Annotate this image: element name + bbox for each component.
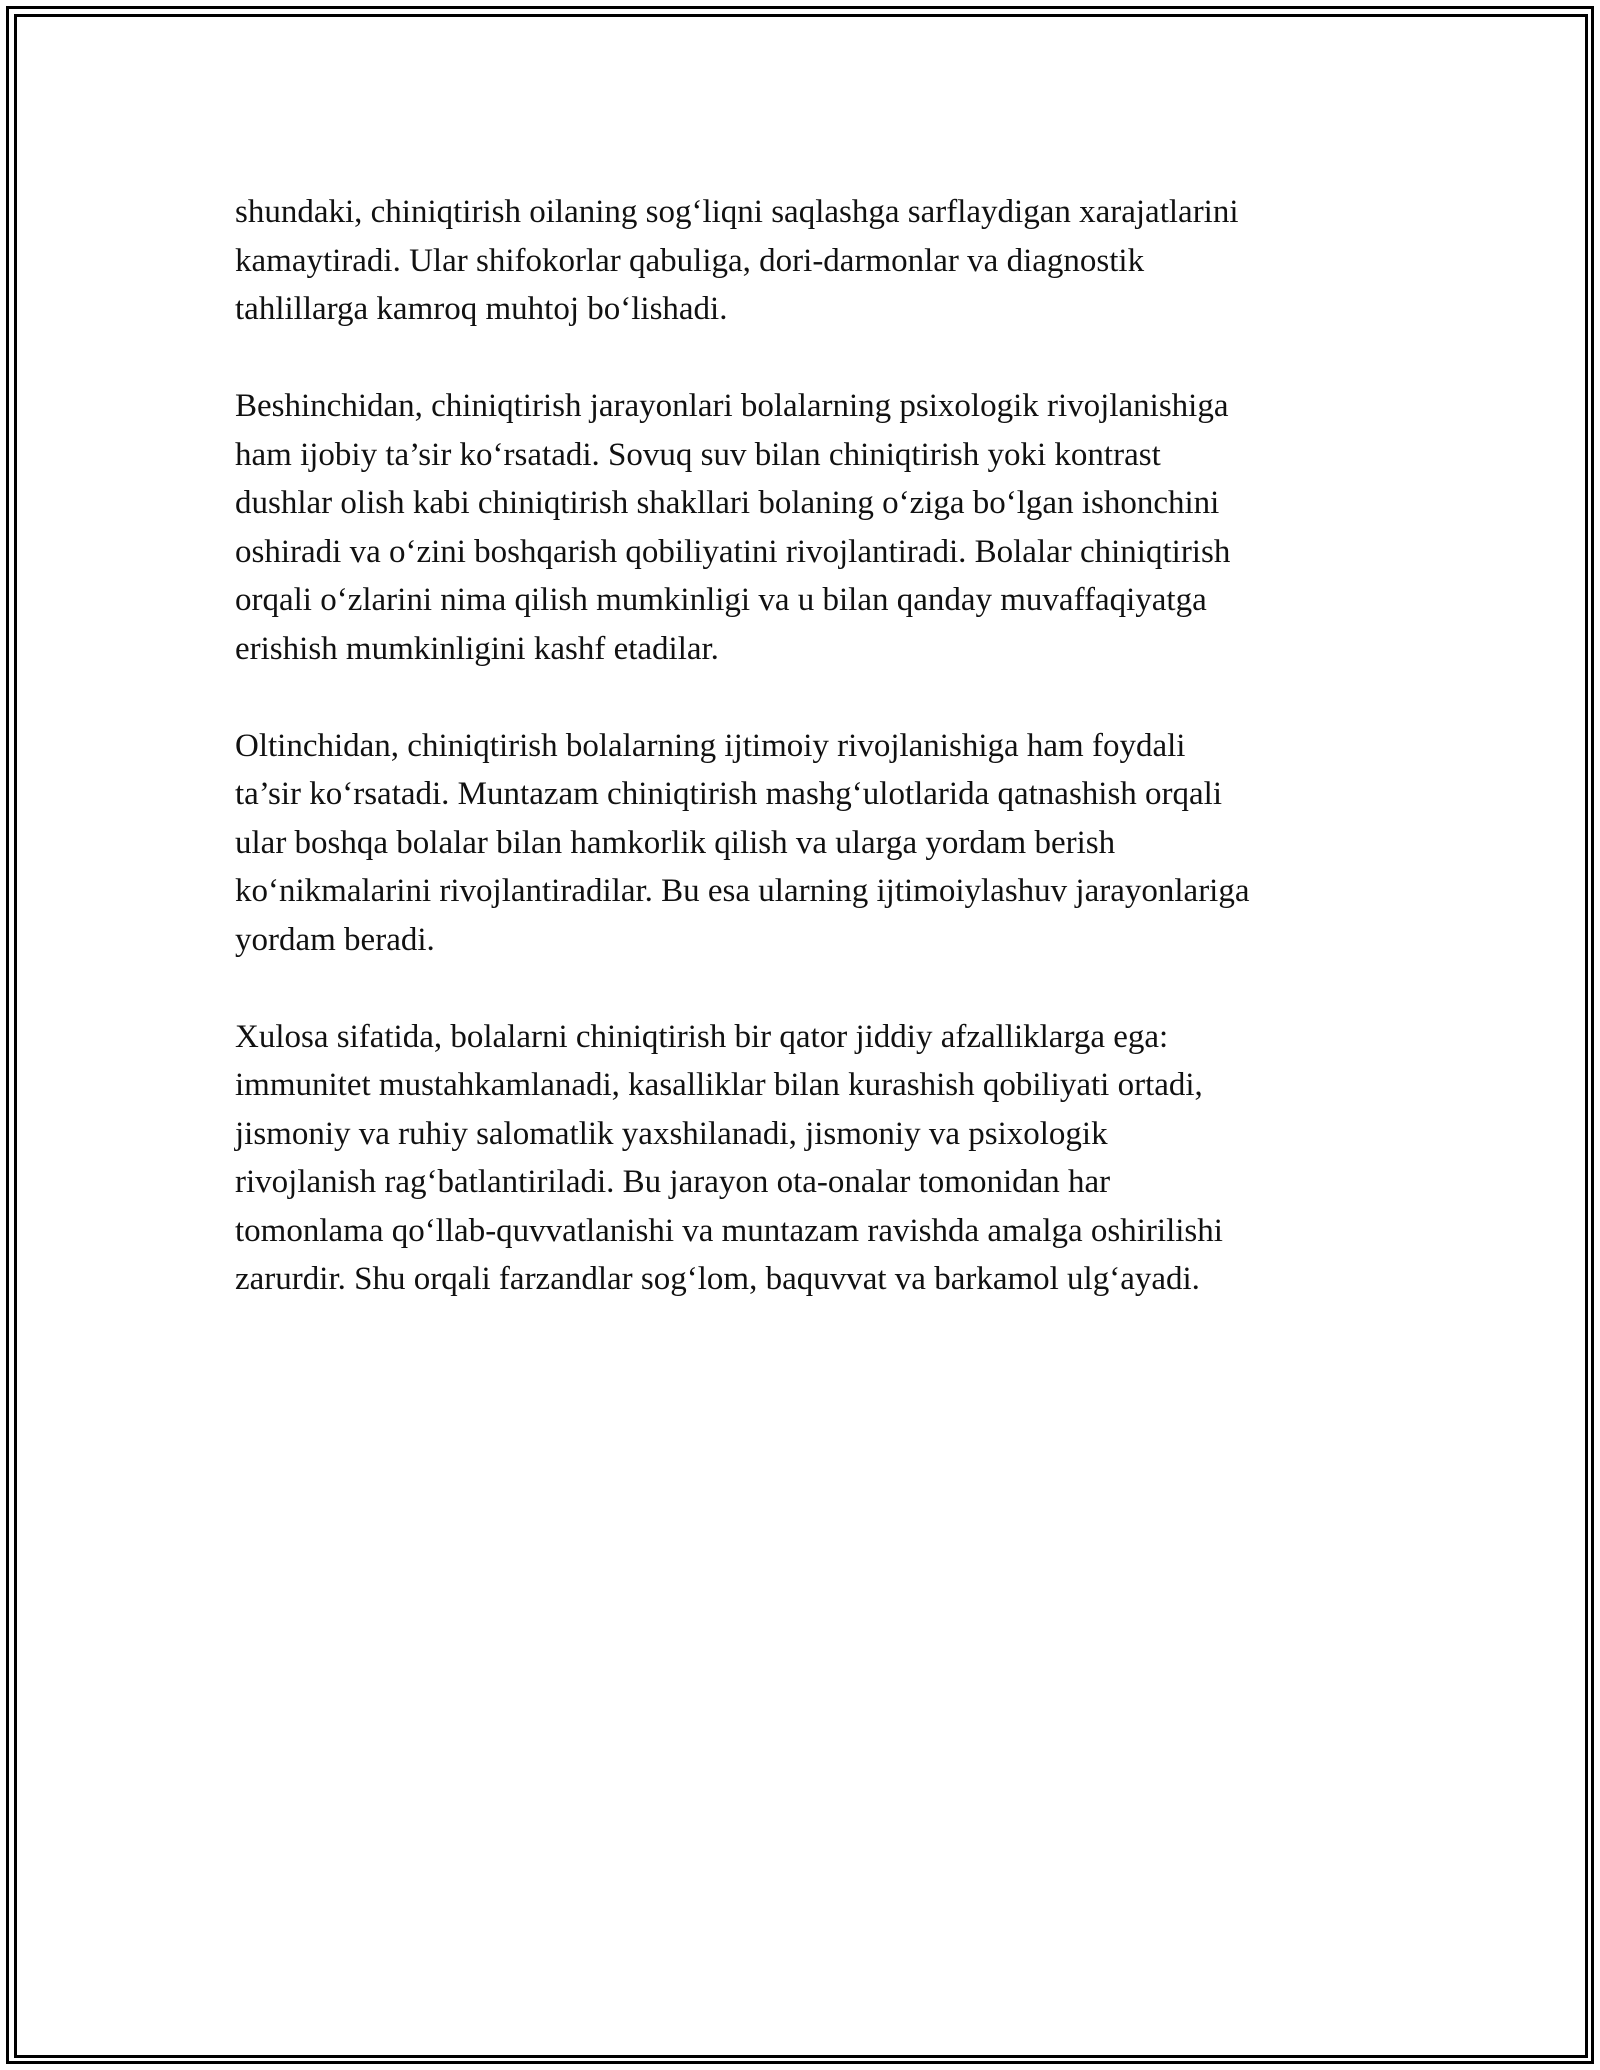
text-line: Beshinchidan, chiniqtirish jarayonlari bolalarning psixologik rivojlanishiga — [235, 388, 1229, 424]
text-line: ham ijobiy ta’sir ko‘rsatadi. Sovuq suv bilan chiniqtirish yoki kontrast — [235, 436, 1161, 473]
text-line: ta’sir ko‘rsatadi. Muntazam chiniqtirish mashg‘ulotlarida qatnashish orqali — [235, 776, 1223, 812]
text-line: yordam beradi. — [235, 921, 435, 958]
text-line: kamaytiradi. Ular shifokorlar qabuliga, dori-darmonlar va diagnostik — [235, 242, 1145, 279]
text-line: dushlar olish kabi chiniqtirish shakllari bolaning o‘ziga bo‘lgan ishonchini — [235, 485, 1220, 521]
text-line: zarurdir. Shu orqali farzandlar sog‘lom, baquvvat va barkamol ulg‘ayadi. — [235, 1261, 1200, 1297]
document-body — [235, 188, 1385, 1352]
text-line: erishish mumkinligini kashf etadilar. — [235, 630, 719, 667]
text-line: ko‘nikmalarini rivojlantiradilar. Bu esa ularning ijtimoiylashuv jarayonlariga — [235, 873, 1250, 909]
text-line: Oltinchidan, chiniqtirish bolalarning ijtimoiy rivojlanishiga ham foydali — [235, 727, 1186, 764]
text-line: orqali o‘zlarini nima qilish mumkinligi va u bilan qanday muvaffaqiyatga — [235, 582, 1207, 618]
text-line: oshiradi va o‘zini boshqarish qobiliyatini rivojlantiradi. Bolalar chiniqtirish — [235, 533, 1231, 570]
text-line: jismoniy va ruhiy salomatlik yaxshilanadi, jismoniy va psixologik — [235, 1115, 1108, 1152]
text-line: rivojlanish rag‘batlantiriladi. Bu jarayon ota-onalar tomonidan har — [235, 1164, 1111, 1200]
paragraph-3 — [235, 722, 1385, 965]
text-line: Xulosa sifatida, bolalarni chiniqtirish bir qator jiddiy afzalliklarga ega: — [235, 1018, 1169, 1055]
paragraph-1 — [235, 188, 1385, 334]
paragraph-4 — [235, 1013, 1385, 1304]
text-line: immunitet mustahkamlanadi, kasalliklar bilan kurashish qobiliyati ortadi, — [235, 1067, 1203, 1103]
paragraph-2 — [235, 382, 1385, 673]
text-line: ular boshqa bolalar bilan hamkorlik qilish va ularga yordam berish — [235, 824, 1116, 861]
text-line: tahlillarga kamroq muhtoj bo‘lishadi. — [235, 291, 728, 327]
text-line: shundaki, chiniqtirish oilaning sog‘liqni saqlashga sarflaydigan xarajatlarini — [235, 194, 1239, 230]
text-line: tomonlama qo‘llab-quvvatlanishi va muntazam ravishda amalga oshirilishi — [235, 1212, 1223, 1249]
